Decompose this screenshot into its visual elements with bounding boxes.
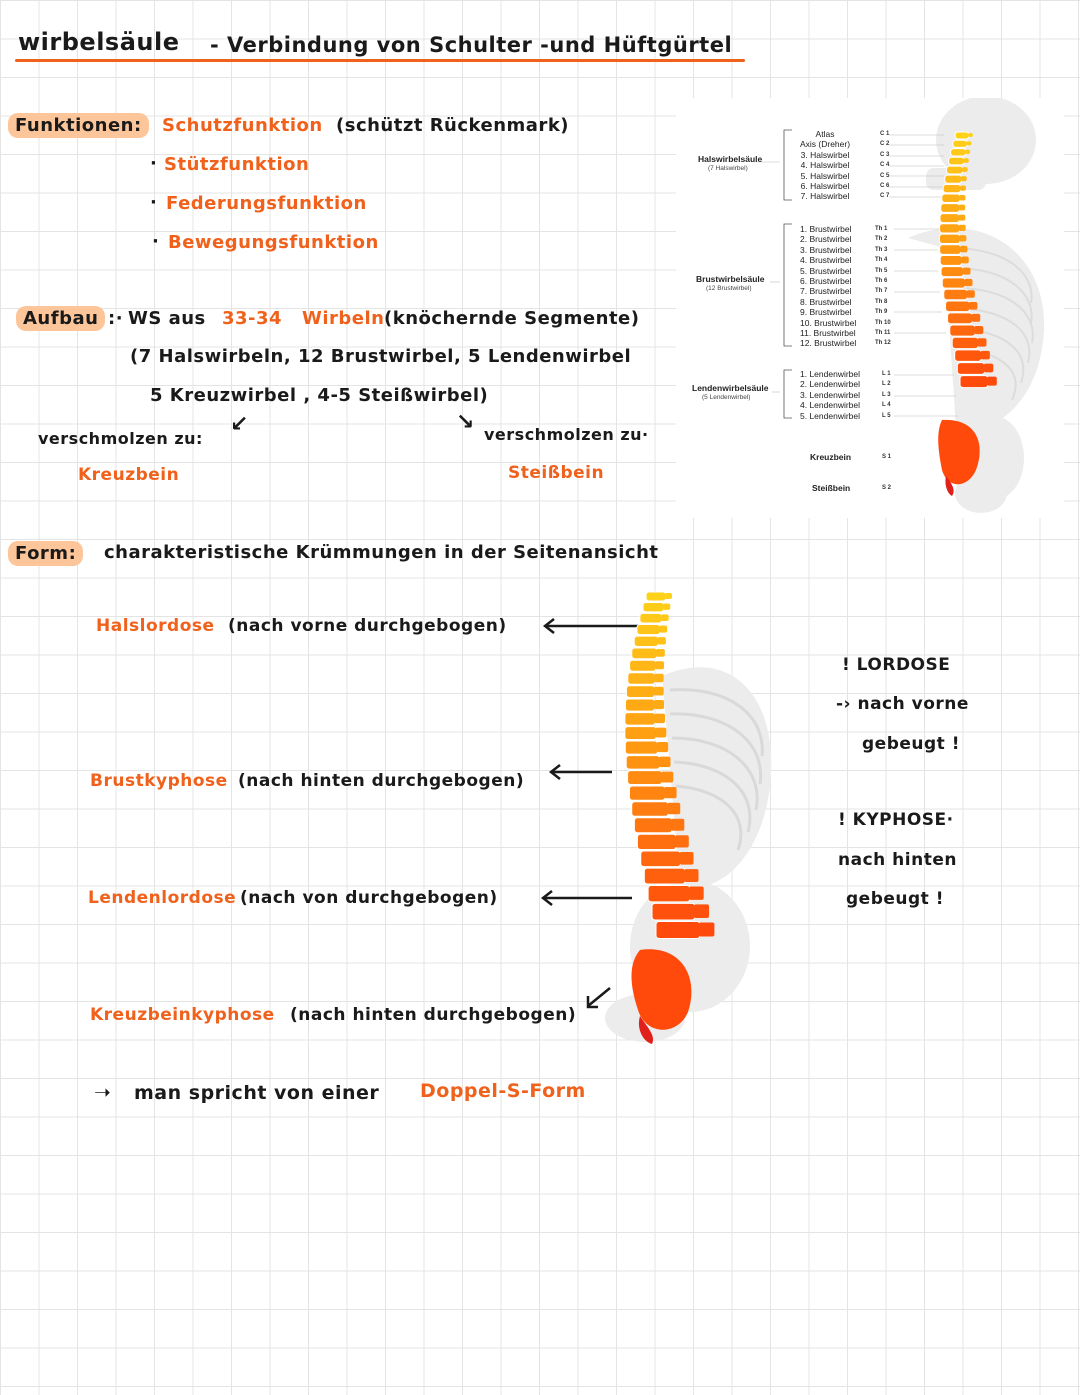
vertebra-code: C 5 — [880, 172, 890, 179]
vertebra-label: 12. Brustwirbel — [800, 338, 857, 349]
vertebra — [947, 166, 963, 174]
vertebra-label: 7. Halswirbel — [800, 191, 850, 202]
vertebra-label: 10. Brustwirbel — [800, 317, 857, 328]
vertebra-code: C 1 — [880, 131, 890, 137]
vertebra-process — [963, 158, 969, 163]
vertebra-process — [961, 257, 969, 264]
vertebra-process — [654, 700, 664, 709]
vertebra-process — [656, 649, 665, 657]
vertebra-code: C 3 — [880, 151, 890, 158]
vertebra-process — [984, 364, 994, 373]
vertebra — [950, 325, 976, 336]
vertebra-process — [655, 661, 664, 669]
vertebra — [626, 756, 660, 770]
vertebra-code: Th 4 — [875, 257, 888, 264]
vertebra — [940, 224, 960, 233]
vertebra-process — [959, 225, 966, 231]
vertebra — [951, 149, 966, 156]
aufbau-label: Aufbau — [16, 306, 105, 331]
vertebra — [630, 660, 656, 671]
bullet: · — [152, 231, 160, 252]
group-count-brust: (12 Brustwirbel) — [706, 285, 752, 292]
vertebra-process — [675, 835, 689, 847]
vertebra — [948, 157, 964, 165]
brust-codes — [875, 224, 891, 349]
vertebra — [940, 214, 959, 223]
steissbein-label: Steißbein — [812, 483, 851, 493]
vertebra — [960, 376, 988, 388]
form-label: Form: — [8, 541, 83, 566]
vertebra-process — [680, 852, 694, 865]
vertebra-process — [655, 728, 666, 738]
vertebra — [941, 267, 964, 277]
steissbein-result: Steißbein — [508, 463, 605, 483]
vertebra-process — [657, 742, 668, 752]
vertebra-process — [654, 674, 664, 682]
vertebra — [652, 903, 695, 920]
bullet: · — [150, 192, 158, 213]
vertebra-process — [977, 338, 986, 346]
vertebra — [955, 350, 982, 362]
note-lordose-line2: -› nach vorne — [836, 694, 969, 714]
hals-codes — [880, 129, 889, 202]
group-label-brust: Brustwirbelsäule — [696, 274, 765, 284]
conclusion-arrow-icon: ➝ — [94, 1080, 112, 1104]
kreuzbein-result: Kreuzbein — [78, 465, 180, 485]
vertebra — [942, 278, 965, 288]
vertebra-label: 7. Brustwirbel — [800, 286, 852, 297]
form-desc: charakteristische Krümmungen in der Seitenansicht — [104, 542, 659, 563]
group-count-hals: (7 Halswirbel) — [708, 165, 748, 172]
vertebra — [629, 786, 665, 800]
vertebra — [948, 313, 973, 324]
vertebra-code: Th 6 — [875, 278, 888, 285]
form-desc-2: (nach hinten durchgebogen) — [238, 771, 525, 791]
vertebra-process — [663, 604, 670, 610]
vertebra — [625, 699, 654, 711]
vertebra-label: 2. Brustwirbel — [800, 234, 852, 245]
conclusion-text: man spricht von einer — [134, 1082, 380, 1104]
funktion-note: (schützt Rückenmark) — [336, 115, 570, 136]
vertebra — [945, 175, 962, 183]
vertebra-label: 1. Brustwirbel — [800, 224, 852, 234]
vertebra-code: L 3 — [882, 391, 891, 398]
fused-left-label: verschmolzen zu: — [38, 429, 203, 448]
vertebra-label: 1. Lendenwirbel — [800, 369, 861, 379]
vertebra — [637, 625, 660, 635]
vertebra — [946, 301, 970, 312]
vertebra — [626, 686, 654, 698]
vertebra-process — [684, 869, 698, 882]
vertebra-code: Th 9 — [875, 309, 888, 316]
form-term-1: Halslordose — [96, 616, 215, 636]
aufbau-line3: 5 Kreuzwirbel , 4-5 Steißwirbel) — [150, 385, 489, 406]
vertebra-code: Th 1 — [875, 226, 888, 232]
vertebra-process — [959, 235, 966, 241]
vertebra — [641, 851, 681, 867]
vertebra-process — [987, 377, 997, 386]
vertebra-process — [967, 290, 975, 297]
vertebra-process — [963, 268, 971, 275]
vertebra — [940, 245, 961, 255]
vertebra-process — [960, 185, 966, 190]
note-lordose-title: ! LORDOSE — [842, 655, 951, 675]
kreuzbein-code: S 1 — [882, 454, 892, 460]
fused-right-label: verschmolzen zu· — [484, 425, 649, 444]
vertebra-code: C 7 — [880, 193, 890, 200]
vertebra — [955, 132, 969, 139]
vertebra — [637, 834, 676, 849]
vertebra — [625, 741, 658, 754]
vertebra — [943, 184, 961, 192]
vertebra — [941, 204, 960, 213]
vertebra-process — [671, 819, 684, 831]
form-term-3: Lendenlordose — [88, 888, 237, 908]
vertebra-process — [694, 904, 709, 918]
vertebra-code: Th 5 — [875, 267, 888, 274]
conclusion-term: Doppel-S-Form — [420, 1080, 586, 1102]
vertebra-label: 3. Brustwirbel — [800, 244, 852, 255]
funktion-item-2: Stützfunktion — [164, 154, 310, 175]
group-label-hals: Halswirbelsäule — [698, 154, 763, 164]
vertebra-process — [689, 887, 704, 900]
vertebra-code: Th 10 — [875, 319, 891, 326]
vertebra-code: C 2 — [880, 141, 890, 148]
arrow-down-right-icon: ↘ — [456, 410, 475, 435]
funktionen-label: Funktionen: — [8, 113, 149, 138]
vertebra — [628, 771, 663, 785]
vertebra-label: 6. Brustwirbel — [800, 276, 852, 287]
note-kyphose-line3: gebeugt ! — [846, 889, 944, 909]
lenden-list — [800, 369, 860, 421]
vertebra-label: 4. Lendenwirbel — [800, 400, 861, 411]
lenden-codes — [882, 369, 891, 421]
vertebra-code: C 6 — [880, 183, 890, 190]
vertebra-process — [974, 326, 983, 334]
vertebra-code: Th 2 — [875, 236, 888, 243]
vertebra — [640, 613, 662, 623]
vertebra-code: Th 11 — [875, 330, 891, 337]
steissbein-code: S 2 — [882, 485, 892, 491]
vertebra-label: Axis (Dreher) — [799, 139, 851, 150]
vertebra-process — [972, 314, 981, 322]
vertebra-process — [969, 302, 978, 310]
aufbau-line1-pre: WS aus — [128, 308, 206, 329]
aufbau-count: 33-34 — [222, 308, 283, 329]
vertebra-process — [965, 150, 970, 154]
spine-labelled-diagram — [676, 98, 1064, 518]
vertebra-code: Th 3 — [875, 246, 888, 253]
note-kyphose-line2: nach hinten — [838, 850, 957, 870]
vertebra-process — [964, 279, 972, 286]
vertebra — [940, 256, 962, 266]
vertebra-process — [657, 637, 665, 644]
vertebra-code: Th 8 — [875, 298, 888, 305]
vertebra-label: 8. Brustwirbel — [800, 296, 852, 307]
vertebra — [957, 363, 984, 375]
vertebra — [644, 868, 685, 884]
form-desc-1: (nach vorne durchgebogen) — [228, 616, 507, 636]
group-count-lenden: (5 Lendenwirbel) — [702, 394, 751, 401]
vertebra — [643, 603, 664, 612]
vertebra-process — [659, 757, 671, 768]
vertebra — [944, 289, 968, 299]
vertebra-process — [959, 205, 966, 211]
vertebra-process — [654, 687, 664, 696]
vertebra-label: 2. Lendenwirbel — [800, 379, 861, 390]
vertebra-process — [961, 176, 967, 181]
vertebra-process — [659, 626, 667, 633]
vertebra-process — [959, 195, 965, 201]
page-subtitle: - Verbindung von Schulter -und Hüftgürtel — [210, 33, 733, 57]
vertebra — [634, 818, 672, 833]
aufbau-line1-post: (knöchernde Segmente) — [384, 308, 640, 329]
note-kyphose-title: ! KYPHOSE· — [838, 810, 954, 830]
vertebra — [939, 234, 960, 243]
vertebra-code: L 2 — [882, 381, 891, 388]
vertebra-process — [980, 351, 989, 360]
vertebra — [953, 140, 968, 147]
aufbau-wirbeln: Wirbeln — [302, 308, 385, 329]
vertebra — [628, 673, 655, 684]
vertebra-process — [661, 614, 669, 621]
vertebra-process — [962, 167, 968, 172]
note-lordose-line3: gebeugt ! — [862, 734, 960, 754]
funktion-item-3: Federungsfunktion — [166, 193, 367, 214]
vertebra-label: 3. Halswirbel — [800, 149, 850, 160]
vertebra — [632, 802, 669, 817]
spine-side-view — [570, 566, 800, 1046]
funktion-item-4: Bewegungsfunktion — [168, 232, 379, 253]
vertebra — [656, 922, 700, 939]
vertebra-label: 5. Lendenwirbel — [800, 410, 861, 421]
vertebra-label: Atlas — [815, 129, 835, 139]
vertebra-label: 11. Brustwirbel — [800, 328, 856, 339]
aufbau-line2: (7 Halswirbeln, 12 Brustwirbel, 5 Lendenwirbel — [130, 346, 632, 367]
form-term-2: Brustkyphose — [90, 771, 228, 791]
form-term-4: Kreuzbeinkyphose — [90, 1005, 275, 1025]
vertebra-label: 4. Brustwirbel — [800, 255, 852, 266]
aufbau-sep: :· — [108, 308, 124, 329]
vertebra-process — [960, 246, 967, 253]
vertebra-label: 5. Brustwirbel — [800, 265, 852, 276]
title-underline — [15, 59, 745, 62]
vertebra-process — [654, 714, 665, 723]
vertebra-code: L 5 — [882, 412, 891, 419]
vertebra-process — [699, 923, 714, 937]
group-label-lenden: Lendenwirbelsäule — [692, 383, 769, 393]
vertebra-label: 3. Lendenwirbel — [800, 389, 861, 400]
vertebra-code: L 1 — [882, 371, 891, 377]
form-desc-4: (nach hinten durchgebogen) — [290, 1005, 577, 1025]
vertebra — [952, 337, 978, 348]
kreuzbein-label: Kreuzbein — [810, 452, 852, 462]
brust-list — [800, 224, 856, 349]
vertebra-code: Th 12 — [875, 340, 891, 347]
hals-list — [794, 129, 856, 202]
vertebra-process — [664, 787, 676, 798]
bullet: · — [150, 153, 158, 174]
vertebra-label: 6. Halswirbel — [800, 181, 850, 192]
vertebra — [625, 727, 656, 740]
page-title: wirbelsäule — [18, 28, 180, 56]
vertebra — [632, 648, 657, 659]
vertebra-process — [958, 215, 965, 221]
vertebra-process — [661, 772, 673, 783]
vertebra-label: 4. Halswirbel — [800, 160, 850, 171]
vertebra-process — [667, 803, 680, 815]
vertebra-process — [966, 141, 971, 145]
vertebra — [646, 592, 666, 601]
vertebra-process — [665, 593, 672, 599]
form-desc-3: (nach von durchgebogen) — [240, 888, 498, 908]
vertebra — [625, 713, 655, 725]
funktion-item-1: Schutzfunktion — [162, 115, 323, 136]
vertebra-label: 5. Halswirbel — [800, 170, 850, 181]
vertebra-label: 9. Brustwirbel — [800, 307, 852, 318]
vertebra-process — [968, 133, 973, 137]
vertebra — [942, 194, 960, 203]
vertebra-code: Th 7 — [875, 288, 888, 295]
arrow-down-left-icon: ↙ — [230, 412, 249, 437]
vertebra — [648, 886, 690, 902]
vertebra-code: C 4 — [880, 162, 890, 169]
vertebra — [634, 636, 658, 646]
vertebra-code: L 4 — [882, 402, 891, 409]
